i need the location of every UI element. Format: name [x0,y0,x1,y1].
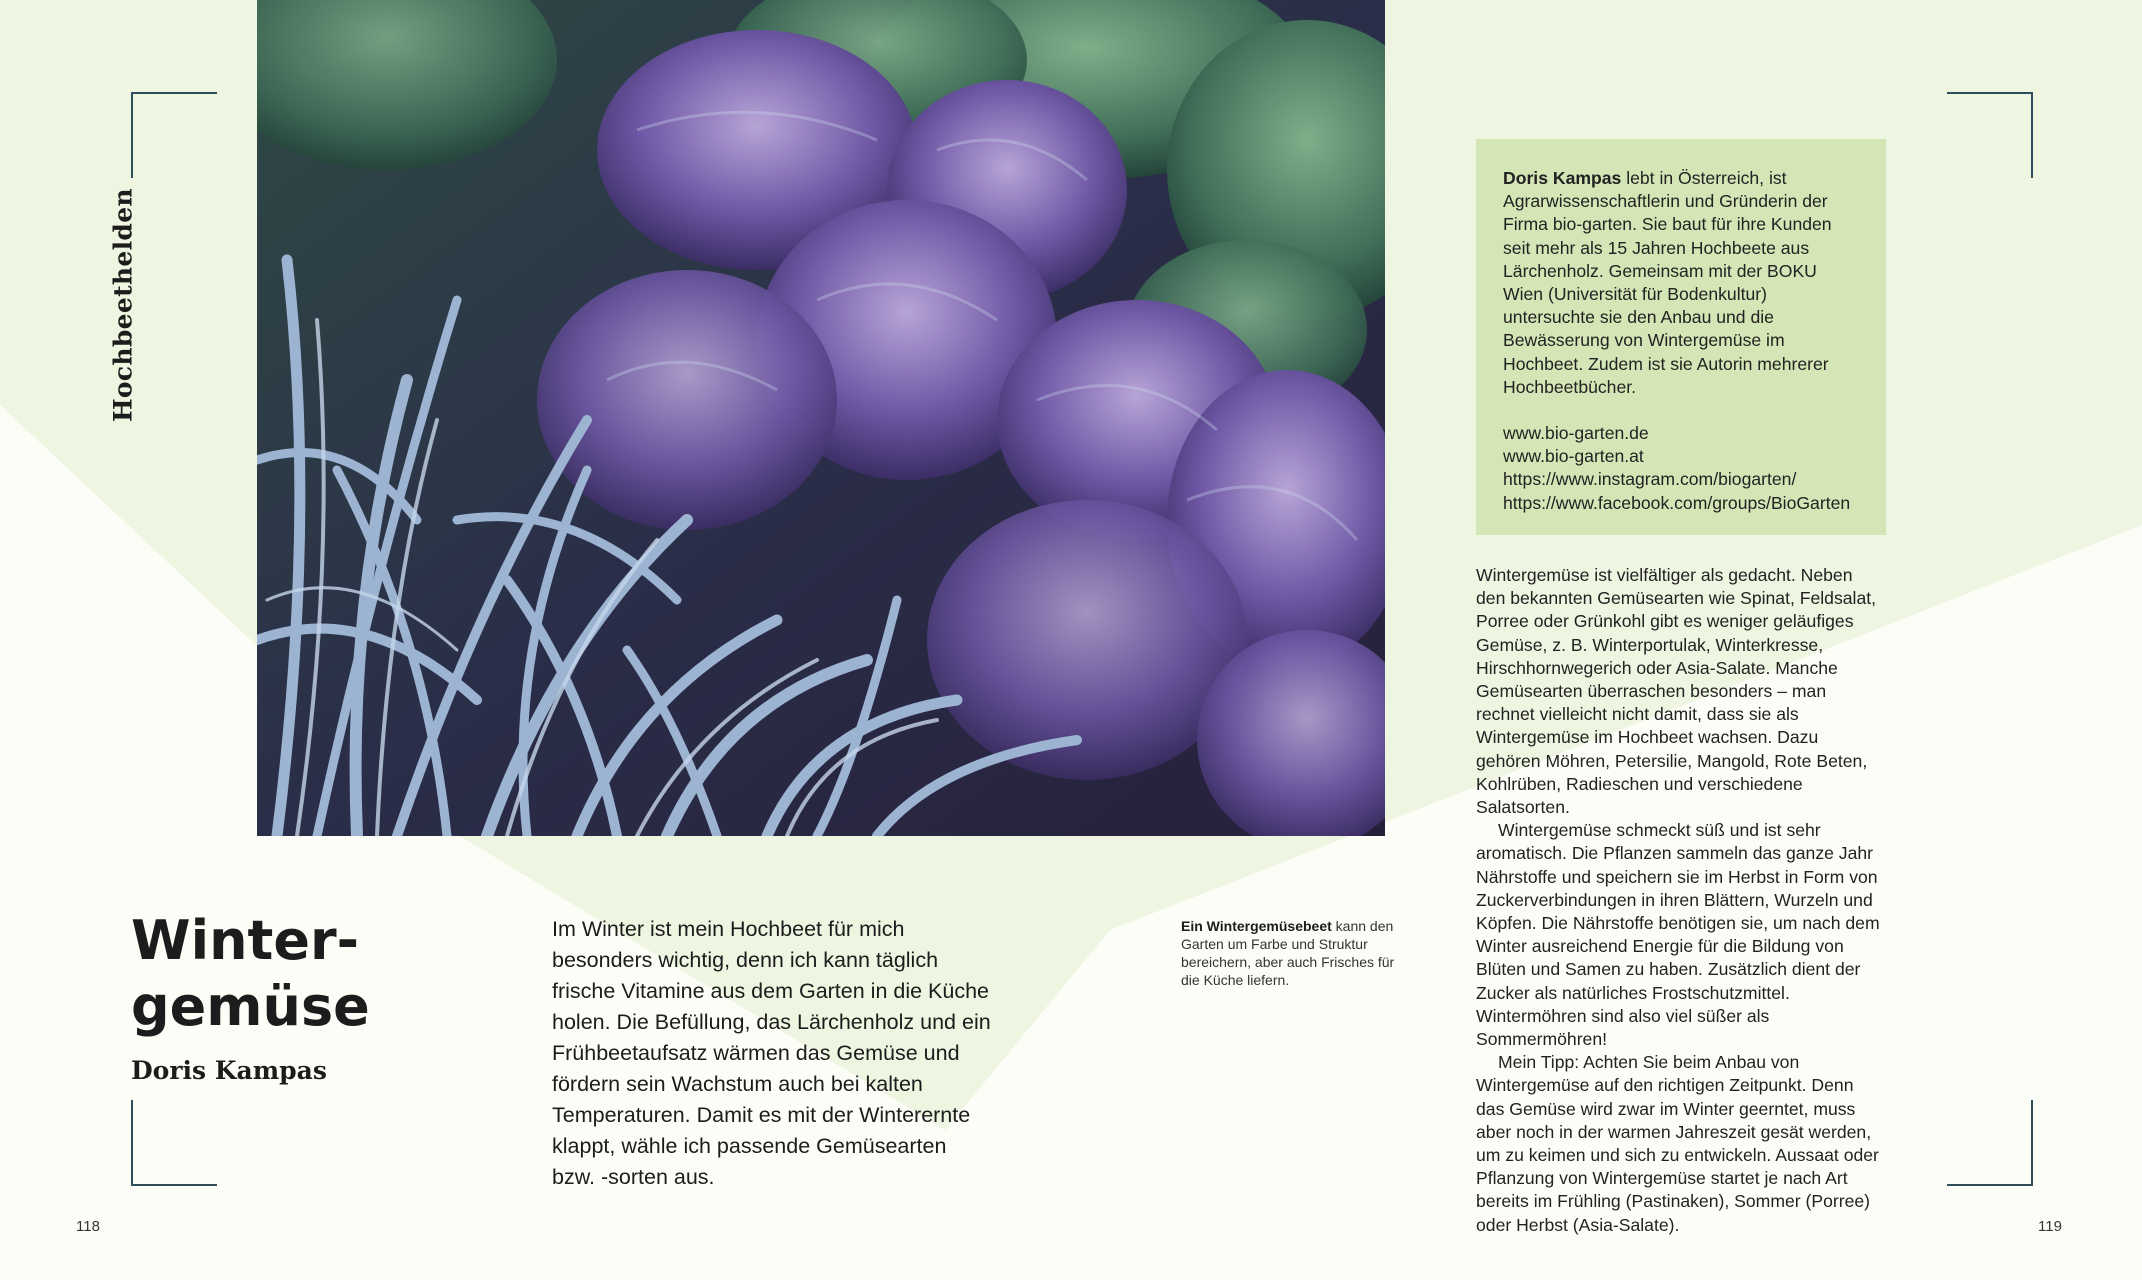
bio-link-bio-garten-de[interactable]: www.bio-garten.de [1503,423,1649,444]
article-title-line-2: gemüse [131,975,370,1038]
article-title-line-1: Winter- [131,909,359,972]
vegetable-bed-photo [257,0,1385,836]
corner-mark-top-left [131,92,217,178]
article-title [131,908,491,1040]
running-head: Hochbeethelden [108,188,138,422]
article-author: Doris Kampas [131,1056,327,1085]
bio-text-paragraph [1503,167,1859,399]
body-paragraph-1: Wintergemüse ist vielfältiger als gedacht. Neben den bekannten Gemüsearten wie Spinat, Feldsalat, Porree oder Grünkohl gibt es weniger geläufiges Gemüse, z. B. Winterportulak, Winterkresse, Hirschhornwegerich oder Asia-Salate. Manche Gemüsearten überraschen besonders – man rechnet vielleicht nicht damit, dass sie als Wintergemüse im Hochbeet wachsen. Dazu gehören Möhren, Petersilie, Mangold, Rote Beten, Kohlrüben, Radieschen und verschiedene Salatsorten. [1476,565,1877,818]
page-number-left: 118 [76,1218,100,1235]
photo-illustration [257,0,1385,836]
bio-link-bio-garten-at[interactable]: www.bio-garten.at [1503,446,1644,467]
corner-mark-top-right [1947,92,2033,178]
bio-text: lebt in Österreich, ist Agrarwissenschaftlerin und Gründerin der Firma bio-garten. Sie baut für ihre Kunden seit mehr als 15 Jahren Hochbeete aus Lärchenholz. Gemeinsam mit der BOKU Wien (Universität für Bodenkultur) untersuchte sie den Anbau und die Bewässerung von Wintergemüse im Hochbeet. Zudem ist sie Autorin mehrerer Hochbeetbücher. [1503,168,1832,397]
author-bio-box [1476,139,1886,535]
corner-mark-bottom-right [1947,1100,2033,1186]
corner-mark-bottom-left [131,1100,217,1186]
page-number-right: 119 [2038,1218,2062,1235]
intro-text: Im Winter ist mein Hochbeet für mich besonders wichtig, denn ich kann täglich frische Vitamine aus dem Garten in die Küche holen. Die Befüllung, das Lärchenholz und ein Frühbeetaufsatz wärmen das Gemüse und fördern sein Wachstum auch bei kalten Temperaturen. Damit es mit der Winterernte klappt, wähle ich passende Gemüsearten bzw. -sorten aus. [552,917,991,1189]
caption-text: kann den Garten um Farbe und Struktur bereichern, aber auch Frisches für die Küche liefern. [1181,918,1395,988]
bio-link-instagram[interactable]: https://www.instagram.com/biogarten/ [1503,469,1797,490]
bio-link-facebook[interactable]: https://www.facebook.com/groups/BioGarten [1503,492,1851,513]
bio-name: Doris Kampas [1503,168,1622,188]
body-paragraph-3: Mein Tipp: Achten Sie beim Anbau von Wintergemüse auf den richtigen Zeitpunkt. Denn das Gemüse wird zwar im Winter geerntet, muss aber noch in der warmen Jahreszeit gesät werden, um zu keimen und sich zu entwickeln. Aussaat oder Pflanzung von Wintergemüse startet je nach Art bereits im Frühling (Pastinaken), Sommer (Porree) oder Herbst (Asia-Salate). [1476,1052,1879,1235]
caption-bold: Ein Wintergemüsebeet [1181,918,1332,934]
body-paragraph-2: Wintergemüse schmeckt süß und ist sehr aromatisch. Die Pflanzen sammeln das ganze Jahr Nährstoffe und speichern sie im Herbst in Form von Zuckerverbindungen in ihren Blättern, Wurzeln und Köpfen. Die Nährstoffe benötigen sie, um nach dem Winter ausreichend Energie für die Bildung von Blüten und Samen zu haben. Zusätzlich dient der Zucker als natürliches Frostschutzmittel. Wintermöhren sind also viel süßer als Sommermöhren! [1476,820,1880,1050]
photo-caption [1181,917,1411,989]
bio-links [1503,422,1859,515]
body-text-column [1476,564,1886,1237]
